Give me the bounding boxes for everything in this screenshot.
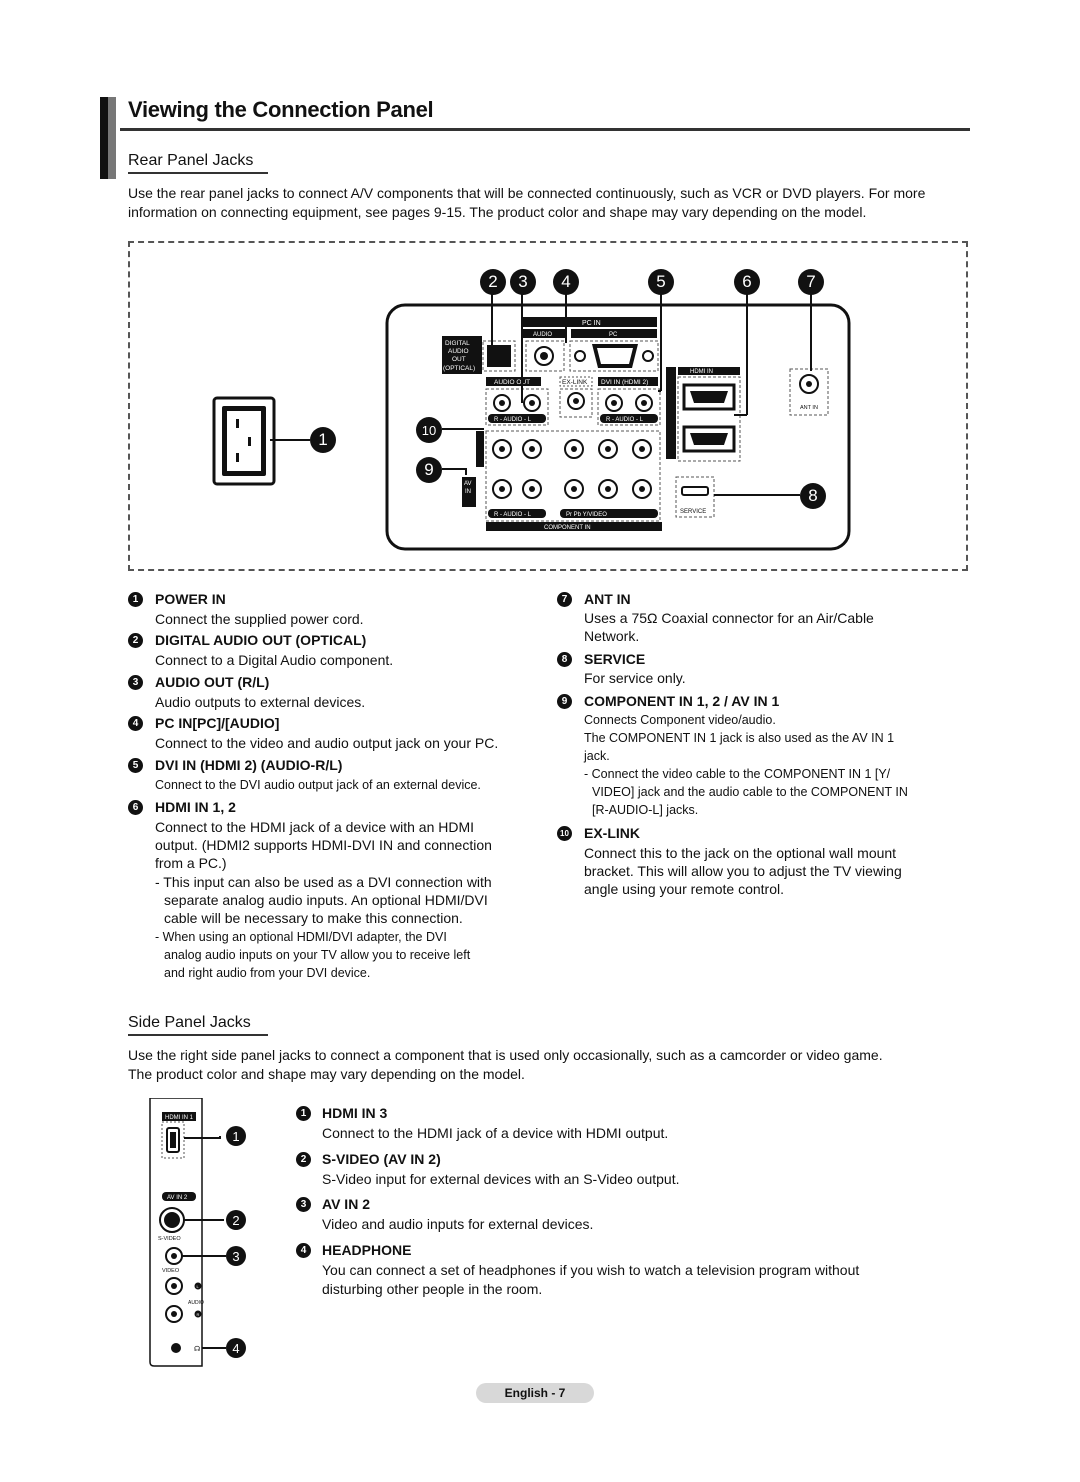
svg-text:AV IN 2: AV IN 2 xyxy=(167,1195,188,1201)
rear-callout-9: 9 xyxy=(416,457,442,483)
item-num: 7 xyxy=(557,592,572,607)
side-heading-rule xyxy=(128,1034,268,1036)
item-title: COMPONENT IN 1, 2 / AV IN 1 xyxy=(584,693,780,709)
item-title: HDMI IN 1, 2 xyxy=(155,799,236,815)
svg-text:AUDIO: AUDIO xyxy=(448,348,469,355)
item-note: and right audio from your DVI device. xyxy=(164,966,371,980)
svg-text:☊: ☊ xyxy=(194,1345,201,1353)
svg-text:SERVICE: SERVICE xyxy=(680,509,707,515)
item-desc: Connect to a Digital Audio component. xyxy=(155,652,394,668)
svg-text:ANT IN: ANT IN xyxy=(800,405,818,411)
item-desc: bracket. This will allow you to adjust the TV viewing xyxy=(584,863,902,879)
rear-callout-2: 2 xyxy=(480,269,506,295)
item-desc: Network. xyxy=(584,628,640,644)
svg-text:AV: AV xyxy=(464,481,472,487)
side-intro-line1: Use the right side panel jacks to connect a component that is used only occasionally, such as a camcorder or video game. xyxy=(128,1047,883,1063)
rear-callout-6: 6 xyxy=(734,269,760,295)
item-desc: Connect to the HDMI jack of a device with an HDMI xyxy=(155,819,475,835)
rear-callout-5: 5 xyxy=(648,269,674,295)
item-num: 5 xyxy=(128,758,143,773)
side-callout-1: 1 xyxy=(226,1126,246,1146)
item-title: DVI IN (HDMI 2) (AUDIO-R/L) xyxy=(155,757,343,773)
svg-text:COMPONENT IN: COMPONENT IN xyxy=(544,525,591,531)
title-accent-bar-light xyxy=(108,97,116,179)
item-num: 8 xyxy=(557,652,572,667)
side-panel-diagram xyxy=(140,1098,270,1368)
item-note: separate analog audio inputs. An optional HDMI/DVI xyxy=(164,892,488,908)
page-title: Viewing the Connection Panel xyxy=(128,97,434,122)
item-desc: Video and audio inputs for external devices. xyxy=(322,1216,594,1232)
side-intro-line2: The product color and shape may vary depending on the model. xyxy=(128,1066,525,1082)
item-desc: Uses a 75Ω Coaxial connector for an Air/Cable xyxy=(584,610,874,626)
item-num: 4 xyxy=(296,1243,311,1258)
rear-intro: Use the rear panel jacks to connect A/V components that will be connected continuously, such as VCR or DVD players. For more information on connecting equipment, see pages 9-15. The product color and shape may vary depending on the model. xyxy=(128,185,926,220)
rear-callout-7: 7 xyxy=(798,269,824,295)
item-title: HDMI IN 3 xyxy=(322,1105,388,1121)
item-desc: Audio outputs to external devices. xyxy=(155,694,366,710)
rear-panel-heading: Rear Panel Jacks xyxy=(128,152,254,169)
svg-text:OUT: OUT xyxy=(452,356,466,363)
svg-text:(OPTICAL): (OPTICAL) xyxy=(443,365,476,372)
rear-callout-1: 1 xyxy=(310,427,336,453)
item-title: SERVICE xyxy=(584,651,646,667)
side-callout-3: 3 xyxy=(226,1246,246,1266)
item-title: ANT IN xyxy=(584,591,631,607)
svg-text:PC: PC xyxy=(609,332,618,338)
svg-text:S-VIDEO: S-VIDEO xyxy=(158,1236,181,1242)
item-title: S-VIDEO (AV IN 2) xyxy=(322,1151,441,1167)
svg-text:R - AUDIO - L: R - AUDIO - L xyxy=(494,417,532,423)
item-desc: Connect to the video and audio output jack on your PC. xyxy=(155,735,499,751)
rear-callout-8: 8 xyxy=(800,483,826,509)
rear-panel-illustration xyxy=(130,243,966,569)
rear-callout-3: 3 xyxy=(510,269,536,295)
item-note: - When using an optional HDMI/DVI adapter, the DVI xyxy=(155,930,447,944)
item-desc: Connect to the HDMI jack of a device with HDMI output. xyxy=(322,1125,669,1141)
item-desc: S-Video input for external devices with an S-Video output. xyxy=(322,1171,680,1187)
side-panel-illustration xyxy=(140,1098,270,1368)
power-inlet-icon xyxy=(214,398,274,484)
item-num: 3 xyxy=(296,1197,311,1212)
side-panel-heading: Side Panel Jacks xyxy=(128,1014,251,1031)
item-title: AV IN 2 xyxy=(322,1196,370,1212)
item-desc: For service only. xyxy=(584,670,686,686)
page-number-badge: English - 7 xyxy=(476,1383,594,1403)
item-title: PC IN[PC]/[AUDIO] xyxy=(155,715,280,731)
item-title: DIGITAL AUDIO OUT (OPTICAL) xyxy=(155,632,367,648)
svg-text:EX-LINK: EX-LINK xyxy=(562,379,588,386)
item-title: EX-LINK xyxy=(584,825,640,841)
item-num: 10 xyxy=(557,826,572,841)
title-rule xyxy=(120,128,970,131)
item-num: 1 xyxy=(128,592,143,607)
item-num: 1 xyxy=(296,1106,311,1121)
item-desc: disturbing other people in the room. xyxy=(322,1281,543,1297)
item-note: VIDEO] jack and the audio cable to the COMPONENT IN xyxy=(592,785,908,799)
item-desc: Connects Component video/audio. xyxy=(584,713,776,727)
item-note: - This input can also be used as a DVI connection with xyxy=(155,874,492,890)
item-desc: output. (HDMI2 supports HDMI-DVI IN and connection xyxy=(155,837,492,853)
side-callout-4: 4 xyxy=(226,1338,246,1358)
item-title: POWER IN xyxy=(155,591,226,607)
item-num: 4 xyxy=(128,716,143,731)
item-note: cable will be necessary to make this connection. xyxy=(164,910,463,926)
item-num: 2 xyxy=(296,1152,311,1167)
svg-text:HDMI IN 1: HDMI IN 1 xyxy=(165,1115,194,1121)
svg-text:R - AUDIO - L: R - AUDIO - L xyxy=(606,417,644,423)
rear-callout-4: 4 xyxy=(553,269,579,295)
svg-text:R - AUDIO - L: R - AUDIO - L xyxy=(494,512,532,518)
svg-text:L: L xyxy=(196,1284,199,1289)
svg-text:IN: IN xyxy=(465,489,471,495)
item-note: - Connect the video cable to the COMPONENT IN 1 [Y/ xyxy=(584,767,891,781)
svg-text:VIDEO: VIDEO xyxy=(162,1268,180,1274)
svg-text:Pr Pb Y/VIDEO: Pr Pb Y/VIDEO xyxy=(566,512,607,518)
item-num: 6 xyxy=(128,800,143,815)
item-title: HEADPHONE xyxy=(322,1242,412,1258)
svg-text:DIGITAL: DIGITAL xyxy=(445,340,470,347)
item-num: 2 xyxy=(128,633,143,648)
item-desc: angle using your remote control. xyxy=(584,881,784,897)
item-num: 9 xyxy=(557,694,572,709)
rear-heading-rule xyxy=(128,172,268,174)
rear-callout-10: 10 xyxy=(416,417,442,443)
item-num: 3 xyxy=(128,675,143,690)
svg-text:DVI IN (HDMI 2): DVI IN (HDMI 2) xyxy=(601,379,649,386)
item-note: analog audio inputs on your TV allow you to receive left xyxy=(164,948,471,962)
item-desc: Connect to the DVI audio output jack of an external device. xyxy=(155,778,481,792)
item-desc: from a PC.) xyxy=(155,855,227,871)
side-callout-2: 2 xyxy=(226,1210,246,1230)
item-note: [R-AUDIO-L] jacks. xyxy=(592,803,699,817)
rear-panel-diagram xyxy=(128,241,968,571)
svg-text:AUDIO OUT: AUDIO OUT xyxy=(494,379,531,386)
svg-text:PC IN: PC IN xyxy=(582,320,601,327)
item-desc: Connect this to the jack on the optional wall mount xyxy=(584,845,897,861)
item-desc: jack. xyxy=(584,749,610,763)
item-desc: Connect the supplied power cord. xyxy=(155,611,364,627)
svg-text:AUDIO: AUDIO xyxy=(188,1300,204,1306)
svg-text:AUDIO: AUDIO xyxy=(533,332,553,338)
item-desc: The COMPONENT IN 1 jack is also used as the AV IN 1 xyxy=(584,731,895,745)
svg-text:R: R xyxy=(196,1312,200,1317)
svg-text:HDMI IN: HDMI IN xyxy=(690,369,713,375)
item-title: AUDIO OUT (R/L) xyxy=(155,674,270,690)
item-desc: You can connect a set of headphones if you wish to watch a television program without xyxy=(322,1262,860,1278)
